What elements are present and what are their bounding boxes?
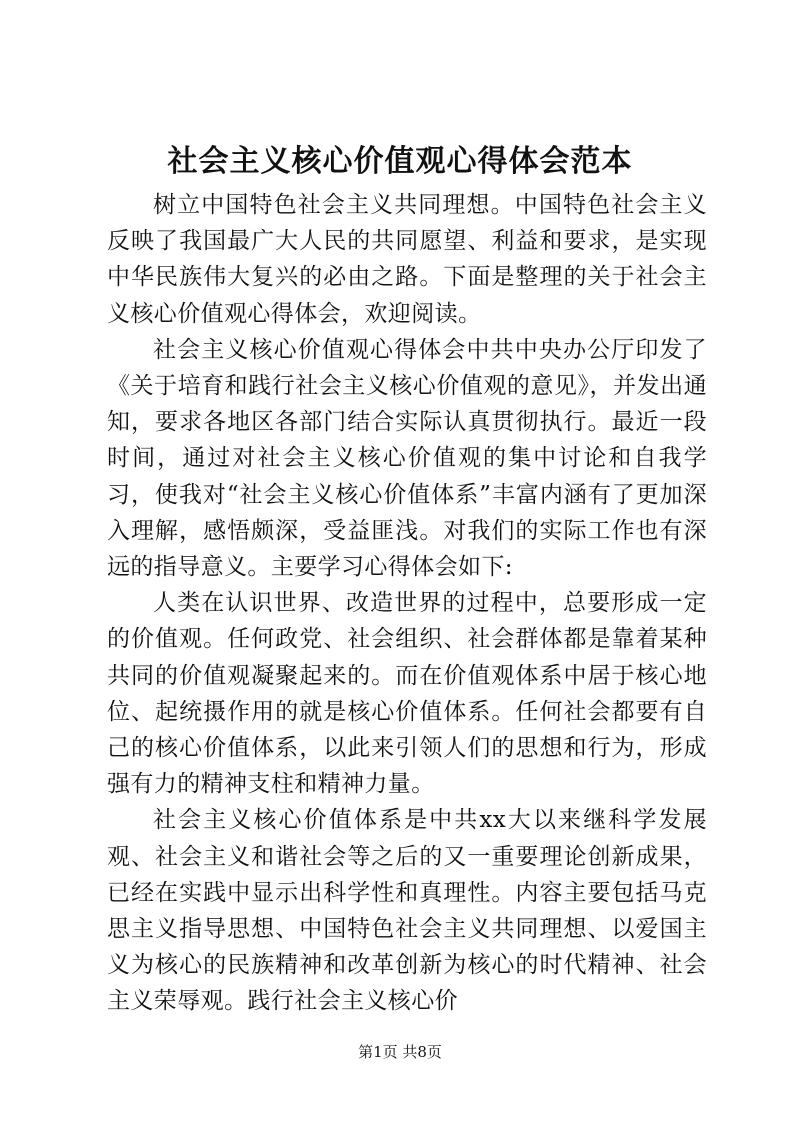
paragraph-background: 社会主义核心价值观心得体会中共中央办公厅印发了《关于培育和践行社会主义核心价值观的意见》，并发出通知，要求各地区各部门结合实际认真贯彻执行。最近一段时间，通过对社会主义核心价值观的集中讨论和自我学习，使我对“社会主义核心价值体系”丰富内涵有了更加深入理解，感悟颇深，受益匪浅。对我们的实际工作也有深远的指导意义。主要学习心得体会如下: bbox=[107, 336, 707, 581]
page-indicator: 第1页 共8页 bbox=[358, 1043, 442, 1061]
document-body bbox=[107, 187, 707, 1020]
paragraph-system: 社会主义核心价值体系是中共xx大以来继科学发展观、社会主义和谐社会等之后的又一重要理论创新成果，已经在实践中显示出科学性和真理性。内容主要包括马克思主义指导思想、中国特色社会主义共同理想、以爱国主义为核心的民族精神和改革创新为核心的时代精神、社会主义荣辱观。践行社会主义核心价 bbox=[107, 807, 707, 1015]
paragraph-values: 人类在认识世界、改造世界的过程中，总要形成一定的价值观。任何政党、社会组织、社会群体都是靠着某种共同的价值观凝聚起来的。而在价值观体系中居于核心地位、起统摄作用的就是核心价值体系。任何社会都要有自己的核心价值体系，以此来引领人们的思想和行为，形成强有力的精神支柱和精神力量。 bbox=[107, 590, 707, 798]
paragraph-intro: 树立中国特色社会主义共同理想。中国特色社会主义反映了我国最广大人民的共同愿望、利益和要求，是实现中华民族伟大复兴的必由之路。下面是整理的关于社会主义核心价值观心得体会，欢迎阅读。 bbox=[107, 192, 707, 327]
document-title: 社会主义核心价值观心得体会范本 bbox=[167, 144, 633, 179]
